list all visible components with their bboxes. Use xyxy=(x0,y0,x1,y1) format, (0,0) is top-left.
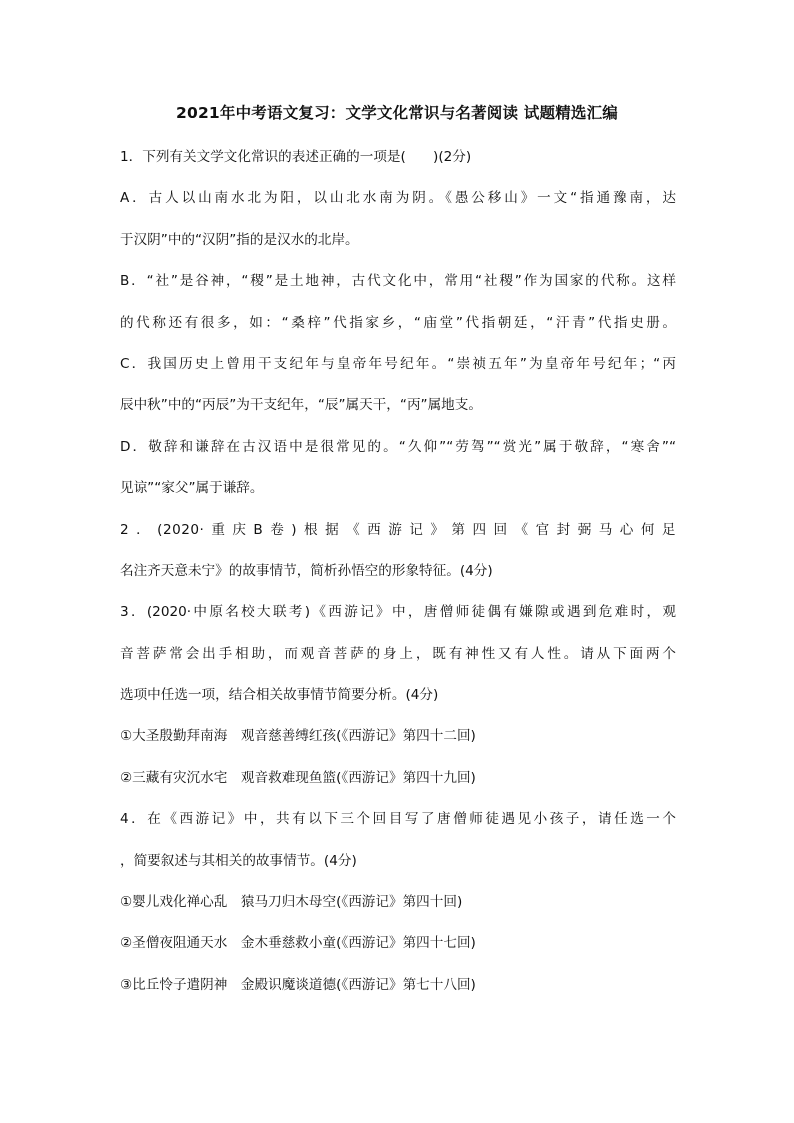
question-4-line-2: ，简要叙述与其相关的故事情节。(4分) xyxy=(120,852,357,869)
question-4-item-3: ③比丘怜子遣阴神 金殿识魔谈道德(《西游记》第七十八回) xyxy=(120,976,476,993)
question-2-line-1: 2．(2020·重庆B卷)根据《西游记》第四回《官封弼马心何足 xyxy=(120,521,676,538)
question-3-line-2: 音菩萨常会出手相助，而观音菩萨的身上，既有神性又有人性。请从下面两个 xyxy=(120,645,676,662)
question-1-option-d-line-2: 见谅”“家父”属于谦辞。 xyxy=(120,480,264,497)
question-3-item-2: ②三藏有灾沉水宅 观音救难现鱼篮(《西游记》第四十九回) xyxy=(120,769,476,786)
question-4-item-2: ②圣僧夜阻通天水 金木垂慈救小童(《西游记》第四十七回) xyxy=(120,935,476,952)
question-1-option-b-line-1: B．“社”是谷神，“稷”是土地神，古代文化中，常用“社稷”作为国家的代称。这样 xyxy=(120,273,676,290)
page-title: 2021年中考语文复习：文学文化常识与名著阅读 试题精选汇编 xyxy=(175,104,619,122)
question-4-item-1: ①婴儿戏化禅心乱 猿马刀归木母空(《西游记》第四十回) xyxy=(120,894,463,911)
question-3-line-1: 3．(2020·中原名校大联考)《西游记》中，唐僧师徒偶有嫌隙或遇到危难时，观 xyxy=(120,604,676,621)
question-1-stem: 1．下列有关文学文化常识的表述正确的一项是( )(2分) xyxy=(120,149,472,165)
question-1-option-a-line-1: A．古人以山南水北为阳，以山北水南为阴。《愚公移山》一文“指通豫南，达 xyxy=(120,190,676,207)
question-3-line-3: 选项中任选一项，结合相关故事情节简要分析。(4分) xyxy=(120,687,439,704)
question-2-line-2: 名注齐天意未宁》的故事情节，简析孙悟空的形象特征。(4分) xyxy=(120,562,493,579)
question-1-option-b-line-2: 的代称还有很多，如：“桑梓”代指家乡，“庙堂”代指朝廷，“汗青”代指史册。 xyxy=(120,314,676,331)
question-1-option-c-line-2: 辰中秋”中的“丙辰”为干支纪年，“辰”属天干，“丙”属地支。 xyxy=(120,397,482,414)
question-3-item-1: ①大圣殷勤拜南海 观音慈善缚红孩(《西游记》第四十二回) xyxy=(120,728,476,745)
question-1-option-c-line-1: C．我国历史上曾用干支纪年与皇帝年号纪年。“崇祯五年”为皇帝年号纪年；“丙 xyxy=(120,355,676,372)
question-1-option-d-line-1: D．敬辞和谦辞在古汉语中是很常见的。“久仰”“劳驾”“赏光”属于敬辞，“寒舍”“ xyxy=(120,438,676,455)
document-body xyxy=(120,146,676,1015)
question-1-option-a-line-2: 于汉阴”中的“汉阴”指的是汉水的北岸。 xyxy=(120,231,359,248)
question-4-line-1: 4．在《西游记》中，共有以下三个回目写了唐僧师徒遇见小孩子，请任选一个 xyxy=(120,811,676,828)
